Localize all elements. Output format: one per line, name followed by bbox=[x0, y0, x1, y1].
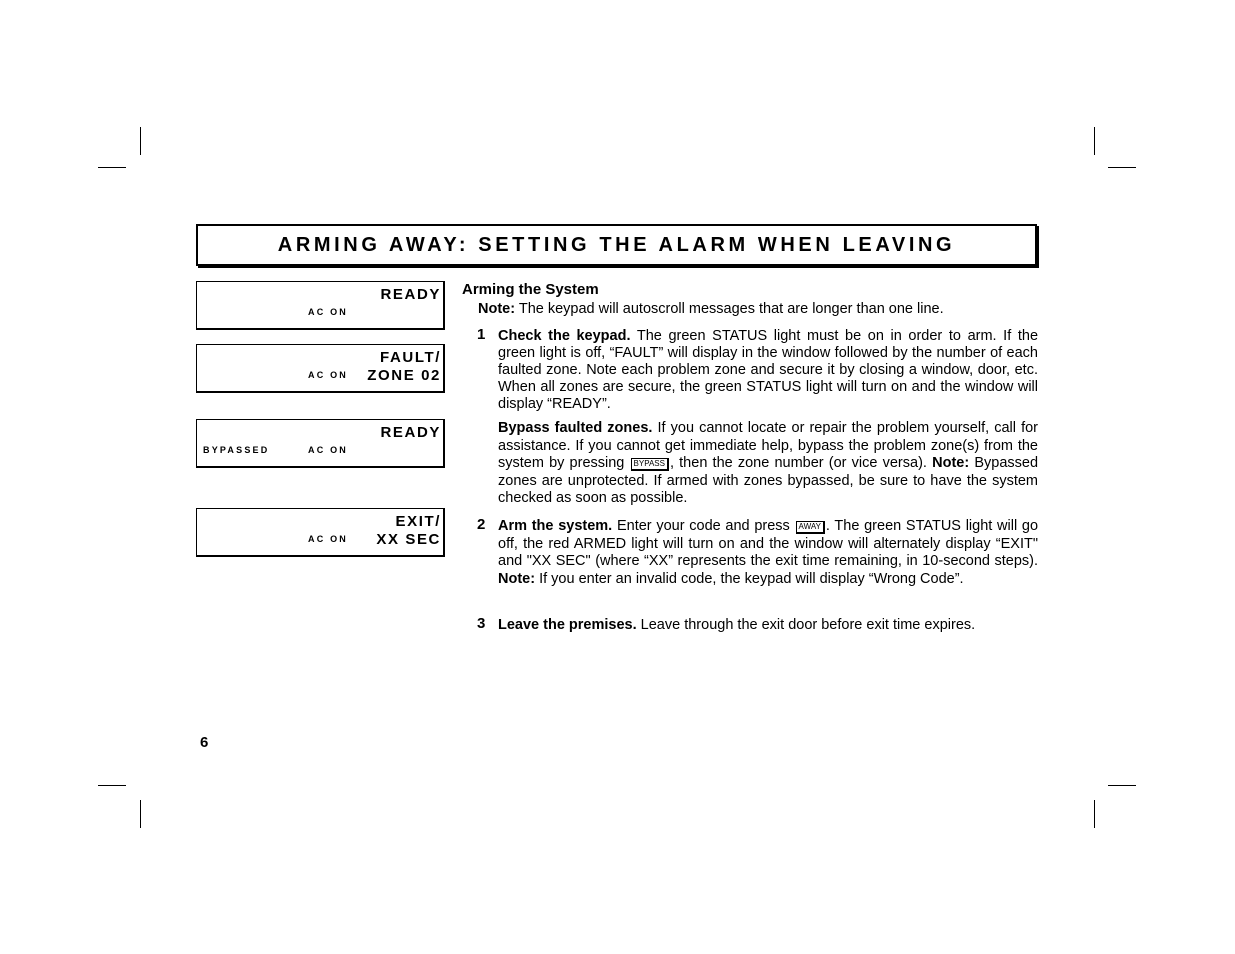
display-line2: ZONE 02 bbox=[367, 367, 441, 384]
page-number: 6 bbox=[200, 734, 209, 751]
step-body: Leave through the exit door before exit time expires. bbox=[640, 617, 976, 633]
note-label: Note: bbox=[932, 455, 970, 471]
crop-mark bbox=[98, 785, 126, 786]
note-label: Note: bbox=[478, 301, 516, 317]
display-ac-on: AC ON bbox=[308, 370, 348, 380]
step-1-text bbox=[498, 328, 1038, 413]
crop-mark bbox=[1094, 800, 1095, 828]
keypad-display-ready bbox=[196, 281, 445, 330]
crop-mark bbox=[140, 800, 141, 828]
page-title: ARMING AWAY: SETTING THE ALARM WHEN LEAVING bbox=[277, 234, 956, 256]
display-line1: EXIT/ bbox=[395, 513, 441, 530]
step-lead: Arm the system. bbox=[498, 518, 613, 534]
keypad-display-bypassed bbox=[196, 419, 445, 468]
step-lead: Check the keypad. bbox=[498, 328, 631, 344]
step-sub-lead: Bypass faulted zones. bbox=[498, 420, 653, 436]
step-body: Enter your code and press bbox=[616, 518, 790, 534]
display-bypassed: BYPASSED bbox=[203, 445, 270, 455]
display-line2: XX SEC bbox=[376, 531, 441, 548]
note-label: Note: bbox=[498, 570, 536, 587]
page-title-box bbox=[196, 224, 1037, 266]
display-ac-on: AC ON bbox=[308, 307, 348, 317]
display-ac-on: AC ON bbox=[308, 534, 348, 544]
crop-mark bbox=[98, 167, 126, 168]
step-sub-body-b: , then the zone number (or vice versa). bbox=[669, 455, 927, 471]
keypad-display-fault bbox=[196, 344, 445, 393]
section-heading: Arming the System bbox=[462, 281, 599, 298]
step-1-bypass-text bbox=[498, 420, 1038, 508]
display-line1: FAULT/ bbox=[380, 349, 441, 366]
note-text: Bypassed zones are unprotected. If armed with zones bypassed, be sure to have the system checked as soon as possible. bbox=[498, 455, 1039, 506]
step-number: 2 bbox=[477, 516, 486, 533]
step-lead: Leave the premises. bbox=[498, 617, 637, 633]
note-text: The keypad will autoscroll messages that are longer than one line. bbox=[518, 301, 944, 317]
display-line1: READY bbox=[380, 286, 441, 303]
step-3-text bbox=[498, 617, 1038, 634]
crop-mark bbox=[1108, 785, 1136, 786]
step-2-text bbox=[498, 518, 1038, 588]
crop-mark bbox=[1094, 127, 1095, 155]
step-number: 1 bbox=[477, 326, 486, 343]
display-line1: READY bbox=[380, 424, 441, 441]
display-ac-on: AC ON bbox=[308, 445, 348, 455]
bypass-key-icon: BYPASS bbox=[631, 458, 669, 471]
step-number: 3 bbox=[477, 615, 486, 632]
crop-mark bbox=[140, 127, 141, 155]
note-text: If you enter an invalid code, the keypad will display “Wrong Code”. bbox=[539, 570, 964, 587]
step-body-b: . The green STATUS light will go off, the red ARMED light will turn on and the window will alternately display “EXIT" and "XX SEC" (where “XX” represents the exit time remaining, in 10-second steps). bbox=[498, 518, 1039, 569]
keypad-display-exit bbox=[196, 508, 445, 557]
section-note bbox=[478, 301, 944, 317]
step-body: The green STATUS light must be on in order to arm. If the green light is off, “FAULT” will display in the window followed by the number of each faulted zone. Note each problem zone and secure it by closing a window, door, etc. When all zones are secure, the green STATUS light will turn on and the window will display “READY”. bbox=[498, 328, 1039, 412]
step-sub-body: If you cannot locate or repair the problem yourself, call for assistance. If you cannot get immediate help, bypass the problem zone(s) from the system by pressing bbox=[498, 420, 1038, 471]
away-key-icon: AWAY bbox=[796, 521, 825, 534]
crop-mark bbox=[1108, 167, 1136, 168]
